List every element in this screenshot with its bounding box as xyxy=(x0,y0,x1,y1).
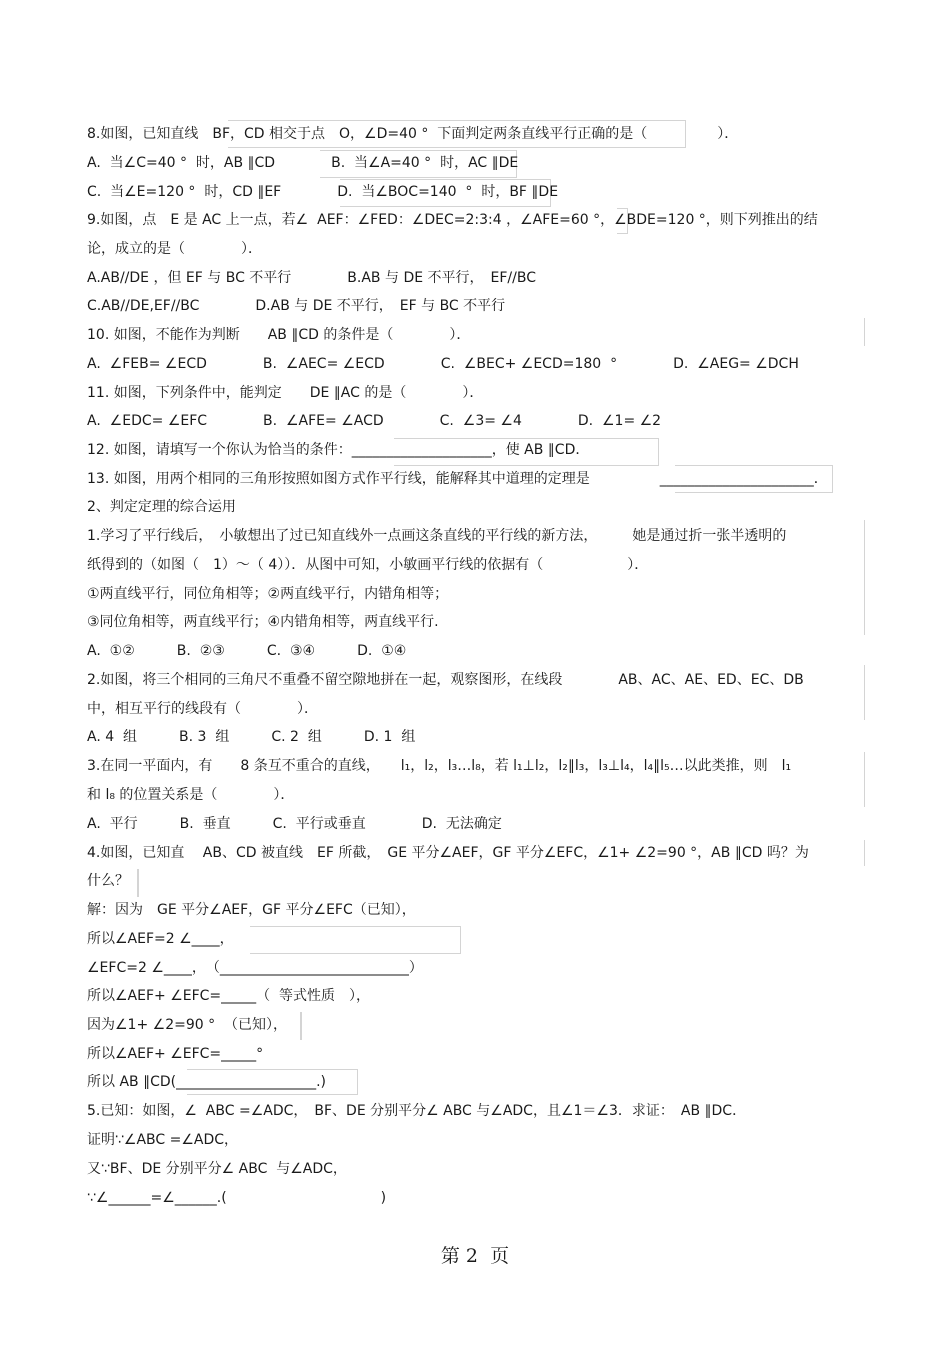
line-p1-cont: 纸得到的（如图（ 1）～（ 4））．从图中可知，小敏画平行线的依据有（ ）． xyxy=(87,557,649,573)
section-heading: 2、判定定理的综合运用 xyxy=(87,499,236,515)
line-p2-choices: A. 4 组 B. 3 组 C. 2 组 D. 1 组 xyxy=(87,729,416,745)
line-p4-sol3: ∠EFC=2 ∠____， （___________________________） xyxy=(87,960,423,976)
line-p4-sol1: 解：因为 GE 平分∠AEF，GF 平分∠EFC（已知）， xyxy=(87,902,416,918)
line-q10-options: A. ∠FEB= ∠ECD B. ∠AEC= ∠ECD C. ∠BEC+ ∠ECD=180 ° D. ∠AEG= ∠DCH xyxy=(87,356,799,372)
line-p1-opt34: ③同位角相等，两直线平行；④内错角相等，两直线平行. xyxy=(87,614,439,630)
page-number: 第 2 页 xyxy=(440,1245,510,1267)
line-p4-sol5: 因为∠1+ ∠2=90 ° （已知）， xyxy=(87,1017,287,1033)
line-q8-cd: C. 当∠E=120 ° 时，CD ∥EF D. 当∠BOC=140 ° 时，BF ∥DE xyxy=(87,184,559,200)
line-q11-options: A. ∠EDC= ∠EFC B. ∠AFE= ∠ACD C. ∠3= ∠4 D. ∠1= ∠2 xyxy=(87,413,662,429)
line-p2-cont: 中，相互平行的线段有（ ）． xyxy=(87,701,318,717)
line-p1-choices: A. ①② B. ②③ C. ③④ D. ①④ xyxy=(87,643,407,659)
frame-right-4 xyxy=(864,752,865,807)
line-q9-cont: 论，成立的是（ ）． xyxy=(87,241,262,257)
line-p3-choices: A. 平行 B. 垂直 C. 平行或垂直 D. 无法确定 xyxy=(87,816,502,832)
line-p4-sol6: 所以∠AEF+ ∠EFC=_____° xyxy=(87,1046,264,1062)
line-q12: 12. 如图，请填写一个你认为恰当的条件：____________________，使 AB ∥CD． xyxy=(87,442,590,458)
frame-right-2 xyxy=(864,520,865,635)
line-q10: 10. 如图，不能作为判断 AB ∥CD 的条件是（ ）． xyxy=(87,327,471,343)
frame-right-1 xyxy=(864,318,865,346)
frame-right-3 xyxy=(864,665,865,720)
line-p5-proof2: 又∵BF、DE 分别平分∠ ABC 与∠ADC， xyxy=(87,1161,347,1177)
line-p5: 5.已知：如图，∠ ABC =∠ADC， BF、DE 分别平分∠ ABC 与∠ADC，且∠1＝∠3．求证： AB ∥DC． xyxy=(87,1103,747,1119)
line-p4: 4.如图，已知直 AB、CD 被直线 EF 所截， GE 平分∠AEF，GF 平分∠EFC，∠1+ ∠2=90 °，AB ∥CD 吗？为 xyxy=(87,845,809,861)
line-p3-cont: 和 l₈ 的位置关系是（ ）． xyxy=(87,787,295,803)
line-q13: 13. 如图，用两个相同的三角形按照如图方式作平行线，能解释其中道理的定理是 ______________________． xyxy=(87,471,828,487)
line-p4-cont: 什么？ xyxy=(87,873,129,889)
frame-right-5 xyxy=(864,840,865,866)
line-q11: 11. 如图，下列条件中，能判定 DE ∥AC 的是（ ）． xyxy=(87,385,484,401)
line-q8: 8.如图，已知直线 BF，CD 相交于点 O，∠D=40 ° 下面判定两条直线平行正确的是（ ）． xyxy=(87,126,739,142)
line-q9-cd: C.AB//DE,EF//BC D.AB 与 DE 不平行， EF 与 BC 不平行 xyxy=(87,298,506,314)
line-p5-proof1: 证明∵∠ABC =∠ADC， xyxy=(87,1132,239,1148)
line-p5-proof3: ∵∠______=∠______.( ) xyxy=(87,1190,387,1206)
line-p4-sol4: 所以∠AEF+ ∠EFC=_____（ 等式性质 ）， xyxy=(87,988,371,1004)
line-p4-sol2: 所以∠AEF=2 ∠____， xyxy=(87,931,234,947)
line-q9: 9.如图，点 E 是 AC 上一点，若∠ AEF：∠FED：∠DEC=2:3:4 ，∠AFE=60 °，∠BDE=120 °，则下列推出的结 xyxy=(87,212,818,228)
line-p2: 2.如图，将三个相同的三角尺不重叠不留空隙地拼在一起，观察图形，在线段 AB、AC、AE、ED、EC、DB xyxy=(87,672,804,688)
line-p4-sol7: 所以 AB ∥CD(____________________.) xyxy=(87,1074,327,1090)
line-q8-ab: A. 当∠C=40 ° 时，AB ∥CD B. 当∠A=40 ° 时，AC ∥DE xyxy=(87,155,519,171)
line-p3: 3.在同一平面内，有 8 条互不重合的直线， l₁，l₂，l₃…l₈，若 l₁⊥l₂，l₂∥l₃，l₃⊥l₄，l₄∥l₅…以此类推，则 l₁ xyxy=(87,758,792,774)
frame-p4-a xyxy=(250,926,461,954)
line-p1: 1.学习了平行线后， 小敏想出了过已知直线外一点画这条直线的平行线的新方法， 她是通过折一张半透明的 xyxy=(87,528,787,544)
frame-p2-a xyxy=(137,869,139,897)
line-p1-opt12: ①两直线平行，同位角相等；②两直线平行，内错角相等； xyxy=(87,586,449,602)
line-q9-ab: A.AB//DE ，但 EF 与 BC 不平行 B.AB 与 DE 不平行， EF//BC xyxy=(87,270,536,286)
frame-p4-b xyxy=(300,1012,302,1040)
